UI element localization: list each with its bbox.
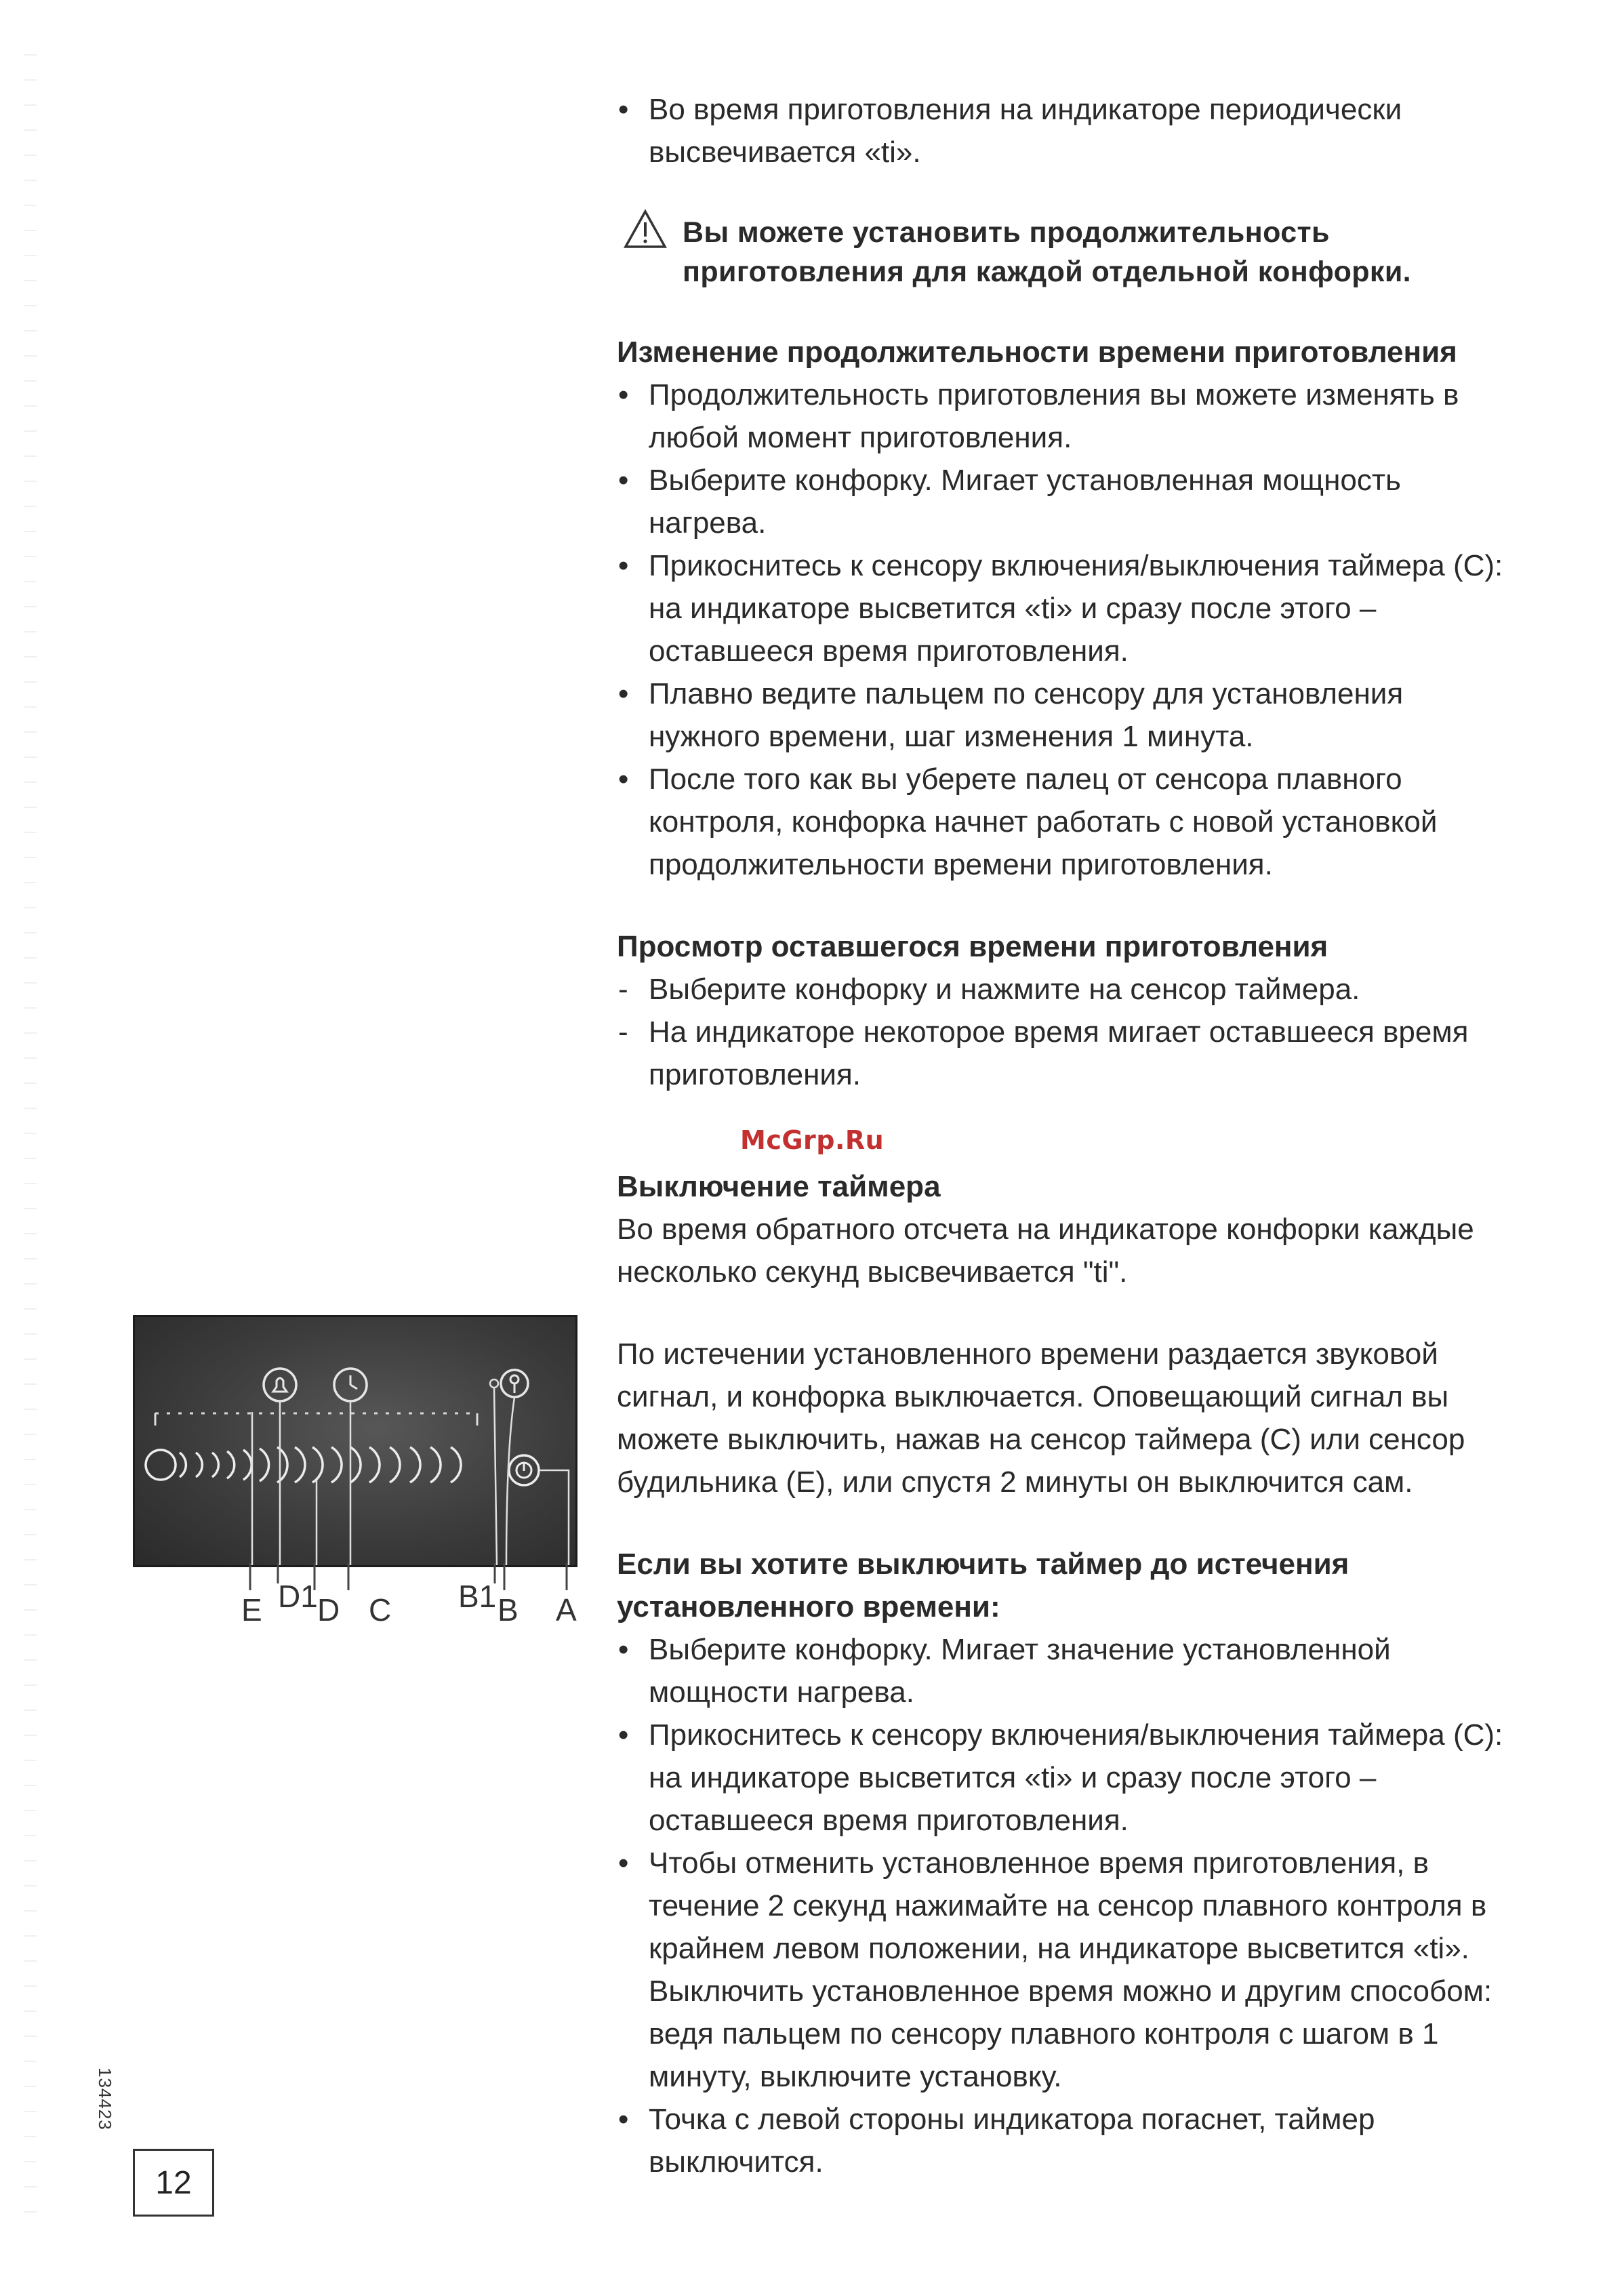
timer-off-paragraph-2: По истечении установленного времени раздается звуковой сигнал, и конфорка выключается. Оповещающий сигнал вы можете выключить, нажав на сенсор таймера (С) или сенсор будильника (Е), или спустя 2 минуты он выключится сам. (617, 1337, 1465, 1499)
power-icon (509, 1455, 539, 1485)
slider-sensor-row (146, 1447, 461, 1482)
list-item: • Чтобы отменить установленное время приготовления, в течение 2 секунд нажимайте на сенсор плавного контроля в крайнем левом положении, на индикаторе высветится «ti». Выключить установленное время можно и другим способом: ведя пальцем по сенсору плавного контроля с шагом в 1 минуту, выключите установку. (617, 1842, 1511, 2098)
list-item: • Выберите конфорку. Мигает значение установленной мощности нагрева. (617, 1628, 1511, 1714)
timer-off-paragraph-1: Во время обратного отсчета на индикаторе конфорки каждые несколько секунд высвечивается "ti". (617, 1213, 1474, 1289)
label-e: E (241, 1592, 262, 1628)
document-code: 134423 (95, 2067, 115, 2130)
section-heading-change-duration: Изменение продолжительности времени приготовления (617, 336, 1457, 369)
cancel-timer-list (617, 1628, 1511, 2183)
watermark-text: McGrp.Ru (740, 1125, 885, 1155)
label-d: D (317, 1592, 340, 1628)
scan-edge-artifact (24, 54, 37, 2223)
list-item: • После того как вы уберете палец от сенсора плавного контроля, конфорка начнет работать с новой установкой продолжительности времени приготовления. (617, 758, 1511, 886)
label-b: B (498, 1592, 519, 1628)
list-item: • Прикоснитесь к сенсору включения/выключения таймера (С): на индикаторе высветится «ti» и сразу после этого – оставшееся время приготовления. (617, 1714, 1511, 1842)
section-heading-timer-off: Выключение таймера (617, 1170, 941, 1203)
list-item: • Точка с левой стороны индикатора погаснет, таймер выключится. (617, 2098, 1511, 2183)
section-heading-cancel-timer: Если вы хотите выключить таймер до истечения установленного времени: (617, 1548, 1349, 1623)
label-d1: D1 (278, 1579, 318, 1614)
warning-text: Вы можете установить продолжительность приготовления для каждой отдельной конфорки. (683, 216, 1412, 288)
list-item: - Выберите конфорку и нажмите на сенсор таймера. (617, 968, 1511, 1011)
view-remaining-list (617, 968, 1511, 1096)
list-item: - На индикаторе некоторое время мигает оставшееся время приготовления. (617, 1011, 1511, 1096)
change-duration-list (617, 373, 1511, 886)
list-item: • Выберите конфорку. Мигает установленная мощность нагрева. (617, 459, 1511, 544)
label-c: C (369, 1592, 392, 1628)
list-item: • Продолжительность приготовления вы можете изменять в любой момент приготовления. (617, 373, 1511, 459)
list-item: • Во время приготовления на индикаторе периодически высвечивается «ti». (617, 88, 1511, 174)
clock-icon (334, 1369, 367, 1401)
control-panel-photo (133, 1315, 577, 1567)
intro-list (617, 88, 1511, 174)
warning-triangle-icon (624, 209, 667, 249)
list-item: • Прикоснитесь к сенсору включения/выключения таймера (С): на индикаторе высветится «ti» и сразу после этого – оставшееся время приготовления. (617, 544, 1511, 672)
alarm-bell-icon (264, 1369, 296, 1401)
warning-note (617, 213, 1511, 291)
label-a: A (556, 1592, 577, 1628)
label-b1: B1 (458, 1579, 497, 1614)
key-lock-icon (490, 1370, 528, 1397)
page-number: 12 (133, 2149, 214, 2217)
figure-labels (133, 1563, 607, 1658)
section-heading-view-remaining: Просмотр оставшегося времени приготовления (617, 930, 1328, 963)
list-item: • Плавно ведите пальцем по сенсору для установления нужного времени, шаг изменения 1 минута. (617, 672, 1511, 758)
